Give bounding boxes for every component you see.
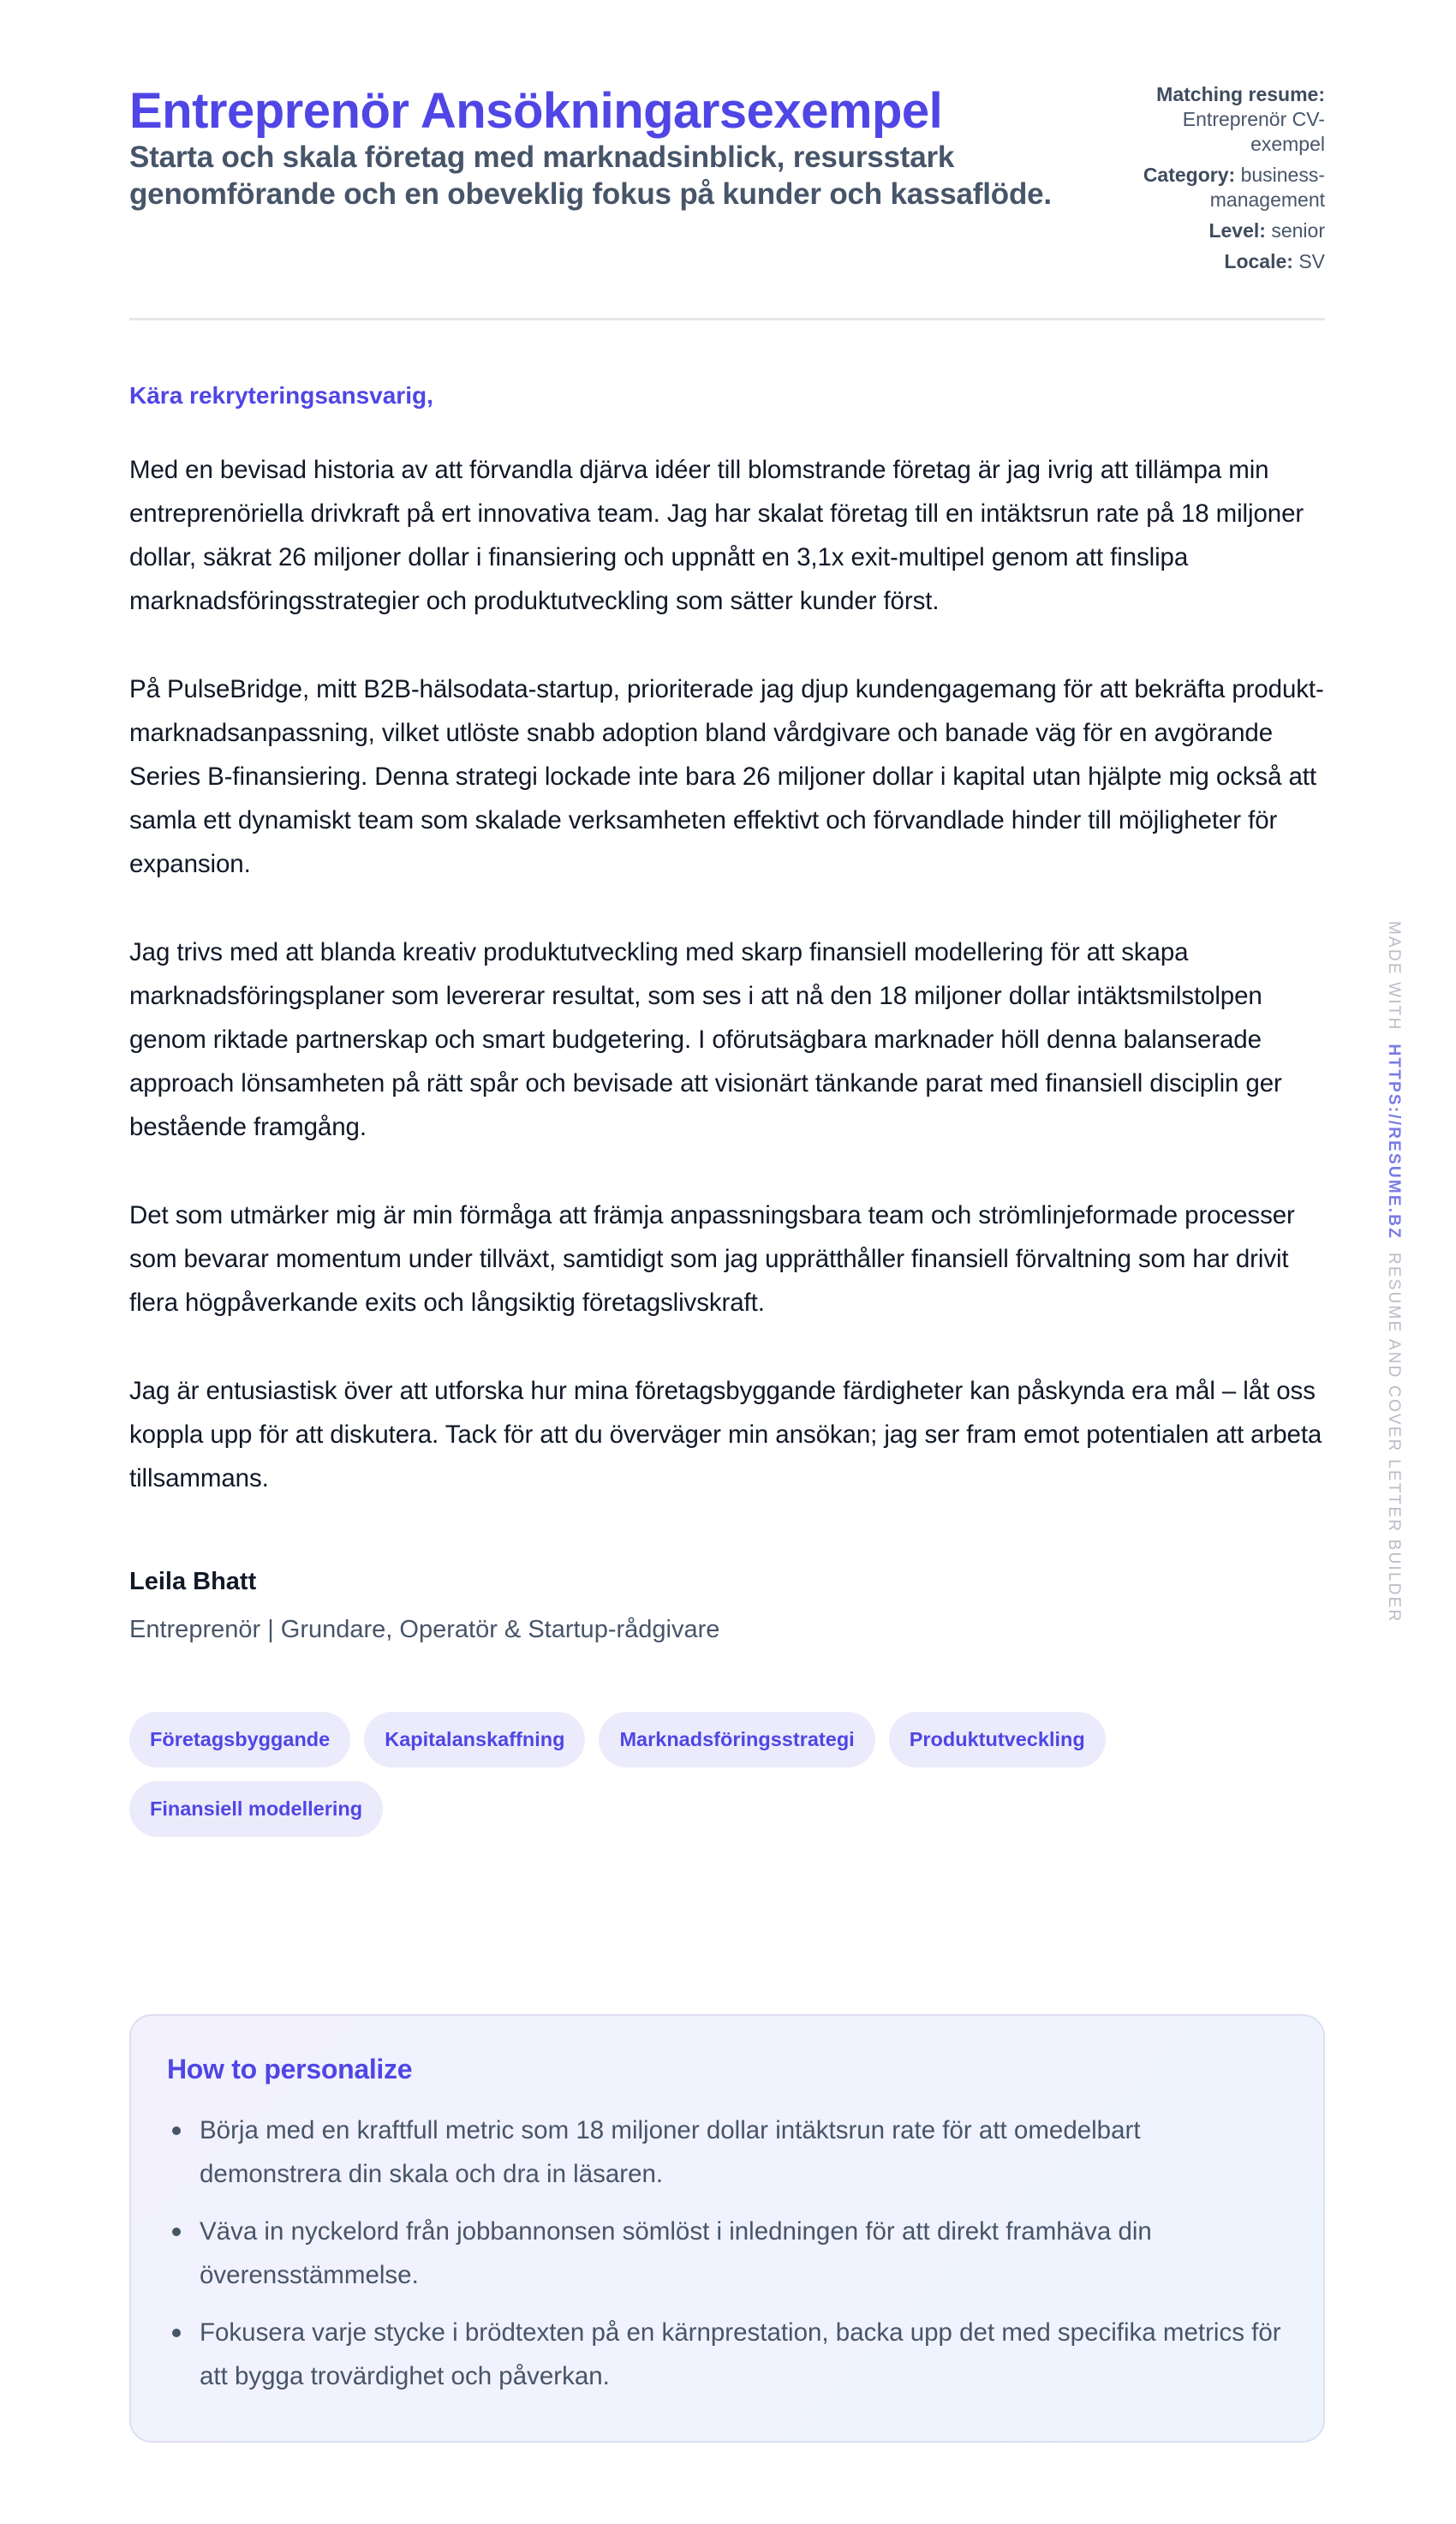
metadata-panel [1119, 82, 1325, 280]
letter-greeting: Kära rekryteringsansvarig, [129, 382, 433, 409]
signature-title: Entreprenör | Grundare, Operatör & Startup-rådgivare [129, 1616, 720, 1643]
letter-paragraph: Med en bevisad historia av att förvandla djärva idéer till blomstrande företag är jag ivrig att tillämpa min entreprenöriella drivkraft på ert innovativa team. Jag har skalat företag till en intäktsrun rate på 18 miljoner dollar, säkrat 26 miljoner dollar i finansiering och uppnått en 3,1x exit-multipel genom att finslipa marknadsföringsstrategier och produktutveckling som sätter kunder först. [129, 456, 1304, 615]
meta-label: Category: [1143, 164, 1236, 186]
signature-name: Leila Bhatt [129, 1568, 257, 1595]
letter-paragraph: Jag är entusiastisk över att utforska hur mina företagsbyggande färdigheter kan påskynda era mål – låt oss koppla upp för att diskutera. Tack för att du överväger min ansökan; jag ser fram emot potentialen att arbeta tillsammans. [129, 1377, 1322, 1492]
tip-text: Fokusera varje stycke i brödtexten på en kärnprestation, backa upp det med specifika metrics för att bygga trovärdighet och påverkan. [200, 2318, 1281, 2390]
tip-text: Väva in nyckelord från jobbannonsen sömlöst i inledningen för att direkt framhäva din överensstämmelse. [200, 2217, 1152, 2289]
page-header [129, 0, 1325, 320]
tip-item [167, 2210, 1289, 2297]
bullet-icon [172, 2228, 181, 2236]
meta-label: Locale: [1224, 250, 1293, 272]
letter-paragraph: Jag trivs med att blanda kreativ produktutveckling med skarp finansiell modellering för att skapa marknadsföringsplaner som levererar resultat, som ses i att nå den 18 miljoner dollar intäktsmilstolpen genom riktade partnerskap och smart budgetering. I oförutsägbara marknader höll denna balanserade approach lönsamheten på rätt spår och bevisade att visionärt tänkande parat med finansiell disciplin ger bestående framgång. [129, 938, 1282, 1141]
skill-tag: Företagsbyggande [129, 1712, 350, 1767]
meta-locale [1119, 249, 1325, 274]
meta-level [1119, 218, 1325, 243]
skill-tag: Produktutveckling [889, 1712, 1106, 1767]
letter-paragraph: På PulseBridge, mitt B2B-hälsodata-startup, prioriterade jag djup kundengagemang för att bekräfta produkt-marknadsanpassning, vilket utlöste snabb adoption bland vårdgivare och banade väg för en avgörande Series B-finansiering. Denna strategi lockade inte bara 26 miljoner dollar i kapital utan hjälpte mig också att samla ett dynamiskt team som skalade verksamheten effektivt och förvandlade hinder till möjligheter för expansion. [129, 675, 1324, 878]
meta-value: business-management [1209, 164, 1325, 211]
watermark-suffix: RESUME AND COVER LETTER BUILDER [1385, 1252, 1403, 1624]
meta-value: senior [1271, 219, 1325, 242]
meta-label: Level: [1208, 219, 1266, 242]
bullet-icon [172, 2329, 181, 2337]
page-title: Entreprenör Ansökningarsexempel [129, 83, 943, 139]
meta-label: Matching resume: [1156, 83, 1325, 105]
letter-paragraph: Det som utmärker mig är min förmåga att främja anpassningsbara team och strömlinjeformade processer som bevarar momentum under tillväxt, samtidigt som jag upprätthåller finansiell förvaltning som har drivit flera högpåverkande exits och långsiktig företagslivskraft. [129, 1201, 1295, 1317]
personalize-title: How to personalize [167, 2054, 413, 2084]
meta-value: SV [1298, 250, 1325, 272]
meta-value: Entreprenör CV-exempel [1182, 108, 1325, 155]
watermark-prefix: MADE WITH [1385, 921, 1403, 1032]
skill-tags [129, 1712, 1325, 1837]
skill-tag: Kapitalanskaffning [364, 1712, 585, 1767]
main-content [129, 0, 1325, 1837]
tip-item [167, 2311, 1289, 2398]
meta-matching-resume [1119, 82, 1325, 157]
letter-body [129, 448, 1325, 1500]
tip-text: Börja med en kraftfull metric som 18 miljoner dollar intäktsrun rate för att omedelbart demonstrera din skala och dra in läsaren. [200, 2116, 1141, 2188]
bullet-icon [172, 2126, 181, 2135]
signature-block [129, 1564, 1325, 1647]
watermark [1381, 921, 1406, 1624]
tip-item [167, 2108, 1289, 2196]
personalize-tips [167, 2108, 1289, 2398]
meta-category [1119, 163, 1325, 212]
page-subtitle: Starta och skala företag med marknadsinblick, resursstark genomförande och en obeveklig fokus på kunder och kassaflöde. [129, 141, 1052, 211]
skill-tag: Marknadsföringsstrategi [599, 1712, 874, 1767]
header-titles [129, 82, 1054, 212]
skill-tag: Finansiell modellering [129, 1781, 383, 1837]
watermark-link[interactable]: HTTPS://RESUME.BZ [1385, 1044, 1403, 1240]
personalize-box [129, 2014, 1325, 2443]
